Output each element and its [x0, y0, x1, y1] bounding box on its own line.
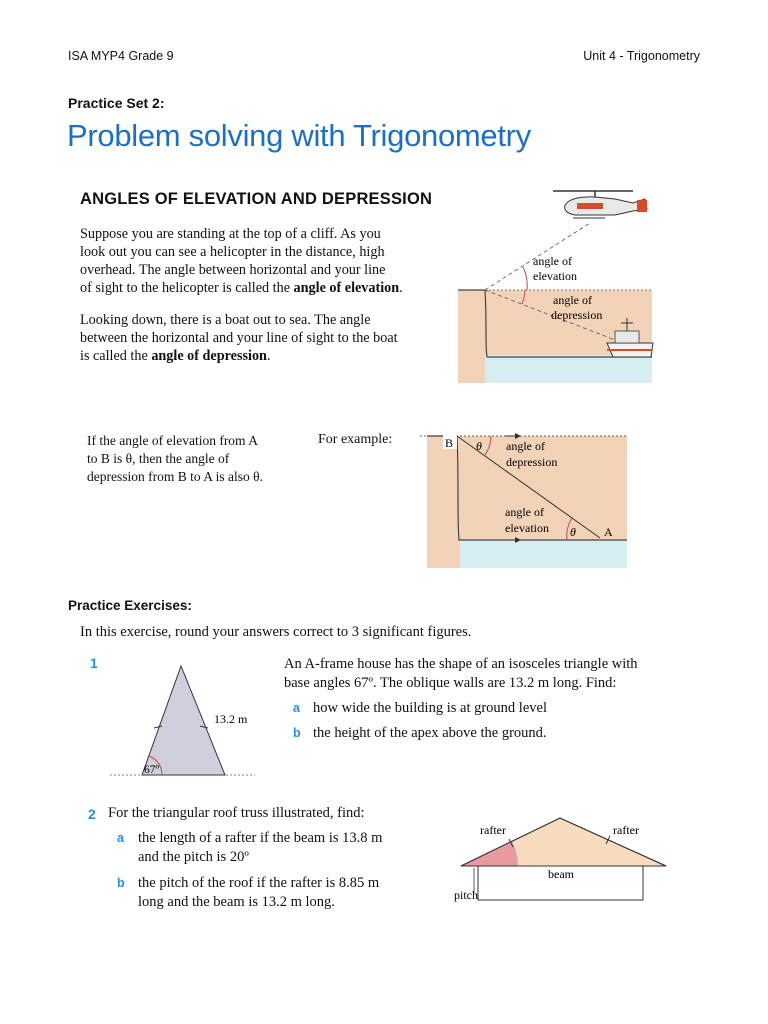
- note-line: If the angle of elevation from A: [87, 433, 258, 448]
- intro-paragraph-1: [80, 225, 430, 297]
- exercise-line: An A-frame house has the shape of an isosceles triangle with: [284, 656, 638, 672]
- fig1-depression-label-2: depression: [551, 308, 603, 322]
- exercise-2a-text: [138, 829, 438, 867]
- practice-exercises-heading: Practice Exercises:: [68, 598, 192, 613]
- exercise-line: the pitch of the roof if the rafter is 8.85 m: [138, 875, 380, 891]
- practice-set-label: Practice Set 2:: [68, 95, 165, 111]
- pitch-label: pitch: [454, 888, 478, 902]
- theta-top-label: θ: [476, 439, 482, 453]
- rafter-left-label: rafter: [480, 823, 506, 837]
- intro-line: Looking down, there is a boat out to sea. The angle: [80, 312, 371, 328]
- section-heading: ANGLES OF ELEVATION AND DEPRESSION: [80, 190, 433, 208]
- term-angle-of-depression: angle of depression: [151, 348, 267, 364]
- intro-text: .: [399, 280, 403, 296]
- sea-shape: [460, 540, 627, 568]
- fig2-depression-label-2: depression: [506, 455, 558, 469]
- exercise-1b-label: b: [293, 726, 301, 740]
- fig2-depression-label-1: angle of: [506, 439, 545, 453]
- exercise-2b-text: [138, 874, 438, 912]
- intro-text: of sight to the helicopter is called the: [80, 280, 294, 296]
- intro-paragraph-2: [80, 311, 430, 365]
- beam-label: beam: [548, 867, 574, 881]
- theta-bottom-label: θ: [570, 525, 576, 539]
- exercise-2-number: 2: [88, 806, 96, 822]
- exercise-1-number: 1: [90, 655, 98, 671]
- exercise-1a-text: how wide the building is at ground level: [313, 700, 547, 716]
- exercise-line: long and the beam is 13.2 m long.: [138, 894, 335, 910]
- intro-line: between the horizontal and your line of sight to the boat: [80, 330, 398, 346]
- exercise-2b-label: b: [117, 876, 125, 890]
- exercise-line: base angles 67º. The oblique walls are 13.2 m long. Find:: [284, 675, 617, 691]
- fig1-depression-label-1: angle of: [553, 293, 592, 307]
- exercise-1a-label: a: [293, 701, 300, 715]
- intro-line: overhead. The angle between horizontal and your line: [80, 262, 386, 278]
- base-angle-label: 67º: [144, 764, 160, 776]
- for-example-label: For example:: [318, 432, 393, 447]
- header-right: Unit 4 - Trigonometry: [583, 49, 700, 63]
- elevation-angle-arc: [523, 267, 527, 290]
- point-a-label: A: [604, 525, 613, 539]
- intro-line: look out you can see a helicopter in the distance, high: [80, 244, 385, 260]
- a-frame-figure: [110, 660, 260, 785]
- elevation-depression-figure: [455, 185, 655, 385]
- exercise-2a-label: a: [117, 831, 124, 845]
- sea-shape: [485, 355, 652, 383]
- intro-text: .: [266, 348, 271, 364]
- roof-truss-figure: [448, 815, 673, 910]
- elevation-depression-note: [87, 432, 297, 486]
- exercise-1b-text: the height of the apex above the ground.: [313, 725, 547, 741]
- note-line: depression from B to A is also θ.: [87, 469, 263, 484]
- exercise-1-text: [284, 655, 704, 693]
- instruction-text: In this exercise, round your answers correct to 3 significant figures.: [80, 624, 472, 640]
- intro-line: [80, 347, 430, 365]
- intro-line: [80, 279, 430, 297]
- fig2-elevation-label-2: elevation: [505, 521, 549, 535]
- intro-line: Suppose you are standing at the top of a cliff. As you: [80, 226, 381, 242]
- point-b-label: B: [445, 436, 454, 450]
- term-angle-of-elevation: angle of elevation: [293, 280, 400, 296]
- page-title: Problem solving with Trigonometry: [67, 118, 531, 153]
- exercise-line: the length of a rafter if the beam is 13.8 m: [138, 830, 383, 846]
- note-line: to B is θ, then the angle of: [87, 451, 230, 466]
- exercise-line: and the pitch is 20º: [138, 849, 249, 865]
- example-figure: [415, 428, 630, 570]
- header-left: ISA MYP4 Grade 9: [68, 49, 174, 63]
- fig1-elevation-label-2: elevation: [533, 269, 577, 283]
- rafter-right-label: rafter: [613, 823, 639, 837]
- exercise-2-intro: For the triangular roof truss illustrated, find:: [108, 805, 365, 821]
- fig1-elevation-label-1: angle of: [533, 254, 572, 268]
- fig2-elevation-label-1: angle of: [505, 505, 544, 519]
- helicopter-icon: [553, 191, 647, 218]
- side-length-label: 13.2 m: [214, 712, 248, 726]
- intro-text: is called the: [80, 348, 152, 364]
